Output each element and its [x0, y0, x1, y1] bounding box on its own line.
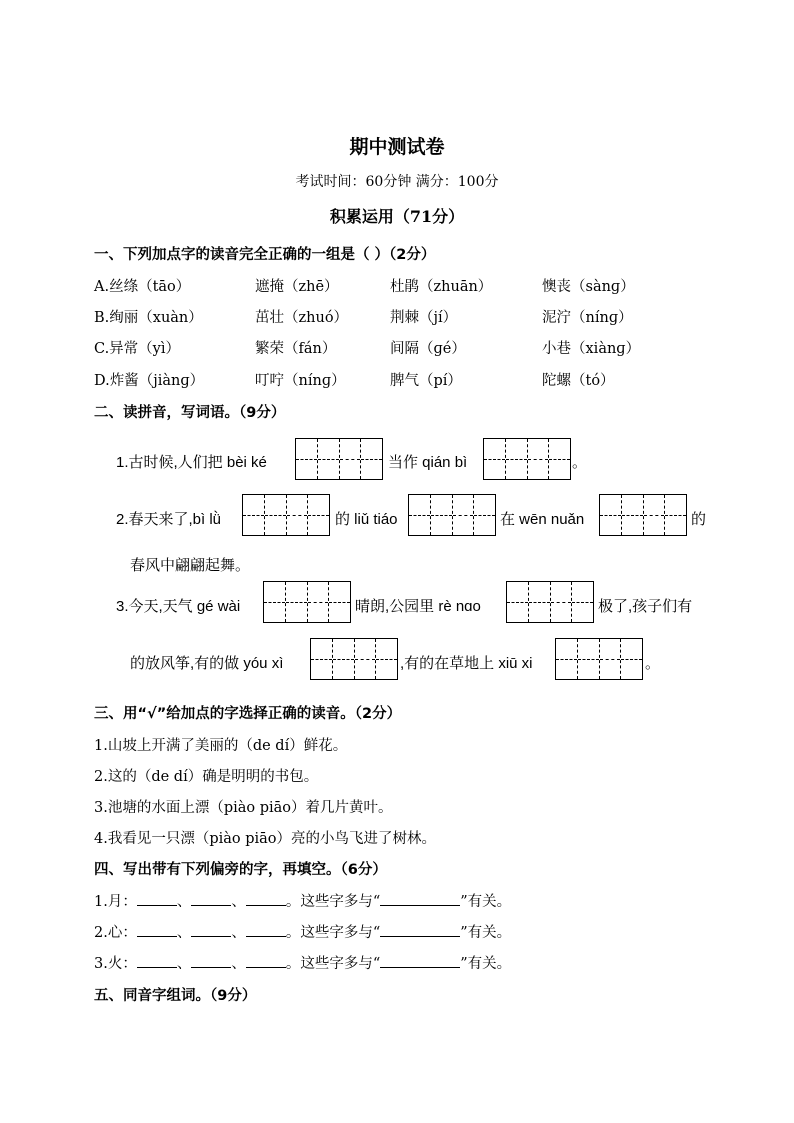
q1-option-b-2: 茁壮（zhuó）	[255, 310, 349, 326]
separator: 、	[176, 894, 192, 910]
q4-heading: 四、写出带有下列偏旁的字，再填空。（6分）	[94, 862, 387, 878]
answer-grid[interactable]	[408, 494, 496, 536]
answer-grid[interactable]	[242, 494, 330, 536]
q4-item-mid: 。这些字多与“	[285, 956, 381, 972]
q4-item-mid: 。这些字多与“	[285, 925, 381, 941]
q2-line3-text-b: 晴朗,公园里 rè nɑo	[355, 598, 481, 615]
answer-grid[interactable]	[310, 638, 398, 680]
fill-blank[interactable]	[137, 924, 177, 937]
q4-item-2	[94, 921, 511, 942]
q1-option-b-1: B.绚丽（xuàn）	[94, 310, 203, 326]
answer-grid[interactable]	[295, 438, 383, 480]
q3-item-4: 4.我看见一只漂（piào piāo）亮的小鸟飞进了树林。	[94, 831, 437, 847]
section-heading: 积累运用（71分）	[329, 207, 465, 226]
q2-line2-text-d: 的	[691, 511, 707, 528]
q2-line4-text-c: 。	[645, 655, 661, 672]
q2-line2-text-a: 2.春天来了,bì lǜ	[116, 511, 222, 528]
q2-line4-text-b: ,有的在草地上 xiū xi	[400, 655, 533, 672]
q2-line3-text-a: 3.今天,天气 ɡé wài	[116, 598, 241, 615]
answer-grid[interactable]	[483, 438, 571, 480]
q1-heading: 一、下列加点字的读音完全正确的一组是（ ）（2分）	[94, 247, 436, 263]
q1-option-c-2: 繁荣（fán）	[255, 341, 337, 357]
q4-item-3	[94, 952, 511, 973]
q2-line1-text-a: 1.古时候,人们把 bèi ké	[116, 454, 267, 471]
q1-option-c-4: 小巷（xiànɡ）	[542, 341, 641, 357]
q1-option-b-3: 荆棘（jí）	[390, 310, 458, 326]
q4-item-prefix: 3.火：	[94, 956, 137, 972]
q2-line2-text-c: 在 wēn nuǎn	[500, 511, 585, 528]
q2-line1-text-c: 。	[572, 454, 588, 471]
q1-option-a-4: 懊丧（sànɡ）	[542, 279, 635, 295]
q1-option-d-1: D.炸酱（jiànɡ）	[94, 373, 205, 389]
q1-option-d-4: 陀螺（tó）	[542, 373, 615, 389]
q1-option-a-2: 遮掩（zhē）	[255, 279, 339, 295]
q4-item-prefix: 2.心：	[94, 925, 137, 941]
q2-line3-text-c: 极了,孩子们有	[598, 598, 693, 615]
fill-blank[interactable]	[246, 893, 286, 906]
q3-item-2: 2.这的（de dí）确是明明的书包。	[94, 769, 319, 785]
fill-blank[interactable]	[380, 955, 460, 968]
separator: 、	[176, 925, 192, 941]
fill-blank[interactable]	[246, 955, 286, 968]
q2-line2-continuation: 春风中翩翩起舞。	[130, 557, 251, 574]
fill-blank[interactable]	[191, 924, 231, 937]
fill-blank[interactable]	[246, 924, 286, 937]
page-title: 期中测试卷	[349, 136, 445, 158]
q2-line4-text-a: 的放风筝,有的做 yóu xì	[130, 655, 284, 672]
q2-line2-text-b: 的 liǔ tiáo	[335, 511, 398, 528]
separator: 、	[231, 956, 246, 972]
q2-heading: 二、读拼音，写词语。（9分）	[94, 405, 286, 421]
q1-option-b-4: 泥泞（nínɡ）	[542, 310, 633, 326]
q3-heading: 三、用“√”给加点的字选择正确的读音。（2分）	[94, 706, 402, 722]
q4-item-suffix: ”有关。	[460, 925, 512, 941]
separator: 、	[176, 956, 192, 972]
separator: 、	[231, 925, 246, 941]
separator: 、	[231, 894, 246, 910]
answer-grid[interactable]	[506, 581, 594, 623]
q1-option-a-3: 杜鹃（zhuān）	[390, 279, 493, 295]
answer-grid[interactable]	[555, 638, 643, 680]
fill-blank[interactable]	[380, 893, 460, 906]
q1-option-d-3: 脾气（pí）	[390, 373, 462, 389]
fill-blank[interactable]	[191, 955, 231, 968]
q4-item-suffix: ”有关。	[460, 956, 512, 972]
fill-blank[interactable]	[137, 955, 177, 968]
exam-info: 考试时间：60分钟 满分：100分	[295, 174, 499, 190]
q1-option-c-3: 间隔（ɡé）	[390, 341, 466, 357]
q3-item-1: 1.山坡上开满了美丽的（de dí）鲜花。	[94, 738, 348, 754]
fill-blank[interactable]	[137, 893, 177, 906]
q4-item-mid: 。这些字多与“	[285, 894, 381, 910]
q2-line1-text-b: 当作 qián bì	[388, 454, 468, 471]
fill-blank[interactable]	[191, 893, 231, 906]
q1-option-a-1: A.丝绦（tāo）	[94, 279, 191, 295]
q3-item-3: 3.池塘的水面上漂（piào piāo）着几片黄叶。	[94, 800, 393, 816]
q1-option-d-2: 叮咛（nínɡ）	[255, 373, 346, 389]
q5-heading: 五、同音字组词。（9分）	[94, 988, 257, 1004]
q4-item-prefix: 1.月：	[94, 894, 137, 910]
q4-item-suffix: ”有关。	[460, 894, 512, 910]
answer-grid[interactable]	[263, 581, 351, 623]
fill-blank[interactable]	[380, 924, 460, 937]
q4-item-1	[94, 890, 511, 911]
q1-option-c-1: C.异常（yì）	[94, 341, 181, 357]
answer-grid[interactable]	[599, 494, 687, 536]
